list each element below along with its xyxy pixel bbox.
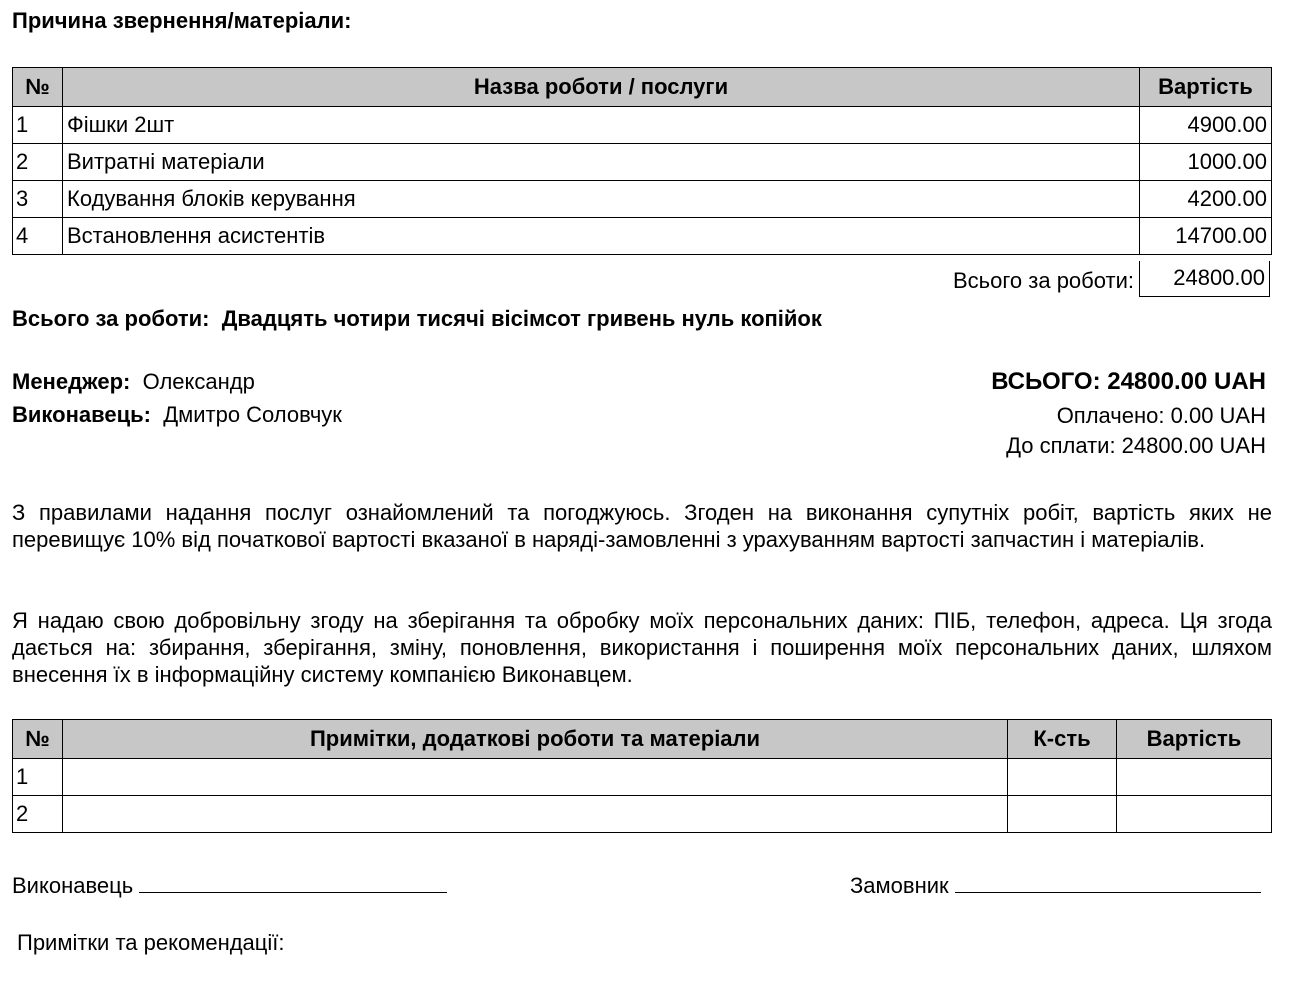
customer-signature	[850, 870, 1261, 899]
manager-label: Менеджер:	[12, 369, 131, 394]
executor-line	[12, 402, 342, 428]
executor-name: Дмитро Соловчук	[163, 402, 342, 427]
table-row	[13, 796, 1272, 833]
words-total-label: Всього за роботи:	[12, 306, 210, 331]
table-row	[13, 181, 1272, 218]
recommendations-label: Примітки та рекомендації:	[17, 930, 285, 955]
due-amount: До сплати: 24800.00 UAH	[1006, 433, 1266, 458]
col-name-header: Назва роботи / послуги	[63, 68, 1140, 107]
notes-table	[12, 719, 1272, 833]
row-cost: 4200.00	[1140, 181, 1272, 218]
row-name: Встановлення асистентів	[63, 218, 1140, 255]
notes-row-qty	[1008, 796, 1117, 833]
table-row	[13, 107, 1272, 144]
manager-name: Олександр	[142, 369, 255, 394]
paid-amount: Оплачено: 0.00 UAH	[1056, 403, 1266, 428]
agreement-paragraph: З правилами надання послуг ознайомлений та погоджуюсь. Згоден на виконання супутніх робіт, вартість яких не перевищує 10% від початкової вартості вказаної в наряді-замовленні з урахуванням вартості запчастин і матеріалів.	[12, 500, 1272, 552]
executor-signature	[12, 870, 447, 899]
table-row	[13, 759, 1272, 796]
customer-signature-line	[955, 870, 1261, 893]
table-row	[13, 144, 1272, 181]
words-total-value: Двадцять чотири тисячі вісімсот гривень нуль копійок	[221, 306, 822, 331]
row-num: 3	[13, 181, 63, 218]
executor-label: Виконавець:	[12, 402, 151, 427]
col-num-header: №	[13, 68, 63, 107]
works-table	[12, 67, 1272, 255]
executor-signature-label: Виконавець	[12, 873, 134, 898]
table-row	[13, 218, 1272, 255]
notes-row-qty	[1008, 759, 1117, 796]
works-total-value: 24800.00	[1139, 261, 1270, 297]
col-cost-header: Вартість	[1140, 68, 1272, 107]
row-num: 2	[13, 144, 63, 181]
consent-paragraph: Я надаю свою добровільну згоду на зберігання та обробку моїх персональних даних: ПІБ, телефон, адреса. Ця згода дається на: збирання, зберігання, зміну, поновлення, використання і поширення моїх персональних даних, шляхом внесення їх в інформаційну систему компанією Виконавцем.	[12, 608, 1272, 687]
row-cost: 4900.00	[1140, 107, 1272, 144]
notes-col-qty-header: К-сть	[1008, 720, 1117, 759]
notes-row-name	[63, 796, 1008, 833]
notes-row-num: 1	[13, 759, 63, 796]
row-name: Кодування блоків керування	[63, 181, 1140, 218]
manager-line	[12, 369, 255, 395]
reason-heading: Причина звернення/матеріали:	[12, 8, 352, 33]
row-num: 4	[13, 218, 63, 255]
row-num: 1	[13, 107, 63, 144]
grand-total: ВСЬОГО: 24800.00 UAH	[991, 368, 1266, 395]
notes-col-num-header: №	[13, 720, 63, 759]
executor-signature-line	[139, 870, 447, 893]
row-name: Фішки 2шт	[63, 107, 1140, 144]
customer-signature-label: Замовник	[850, 873, 949, 898]
row-name: Витратні матеріали	[63, 144, 1140, 181]
notes-col-cost-header: Вартість	[1117, 720, 1272, 759]
row-cost: 14700.00	[1140, 218, 1272, 255]
notes-row-cost	[1117, 796, 1272, 833]
notes-col-name-header: Примітки, додаткові роботи та матеріали	[63, 720, 1008, 759]
notes-row-num: 2	[13, 796, 63, 833]
works-table-header	[13, 68, 1272, 107]
row-cost: 1000.00	[1140, 144, 1272, 181]
notes-table-header	[13, 720, 1272, 759]
works-total-label: Всього за роботи:	[953, 268, 1134, 293]
notes-row-name	[63, 759, 1008, 796]
notes-row-cost	[1117, 759, 1272, 796]
words-total	[12, 306, 822, 332]
